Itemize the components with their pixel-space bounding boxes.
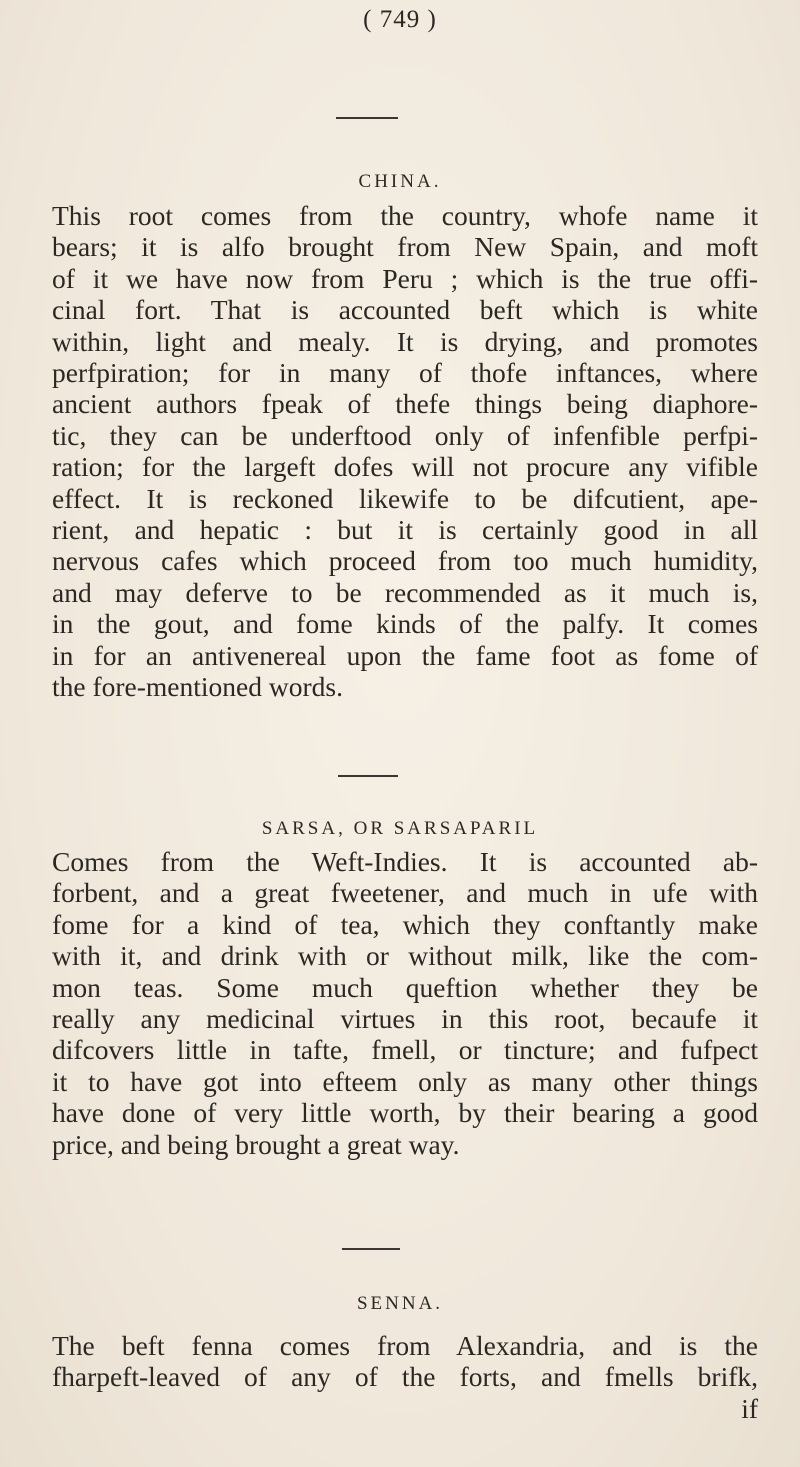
section-divider: [342, 1248, 400, 1250]
section-divider: [336, 117, 398, 119]
section-heading-sarsa: SARSA, OR SARSAPARIL: [261, 818, 539, 839]
text-line: The beft fenna comes from Alexandria, and is the: [52, 1330, 758, 1361]
text-line: fome for a kind of tea, which they conftantly make: [52, 908, 758, 940]
text-line: of it we have now from Peru ; which is the true offi-: [52, 262, 758, 294]
catchword: if: [741, 1392, 758, 1424]
paragraph-china: [52, 200, 758, 703]
text-line: This root comes from the country, whofe name it: [52, 200, 758, 231]
text-line: it to have got into efteem only as many other things: [52, 1065, 758, 1097]
page-number: ( 749 ): [363, 6, 437, 33]
text-line: perfpiration; for in many of thofe inftances, where: [52, 357, 758, 389]
text-line: with it, and drink with or without milk, like the com-: [52, 940, 758, 972]
text-line: and may deferve to be recommended as it much is,: [52, 576, 758, 608]
text-line: cinal fort. That is accounted beft which is white: [52, 294, 758, 326]
text-line: price, and being brought a great way.: [52, 1128, 460, 1160]
paragraph-senna: [52, 1330, 758, 1424]
text-line: bears; it is alfo brought from New Spain, and moft: [52, 231, 758, 263]
text-line: ancient authors fpeak of thefe things being diaphore-: [52, 388, 758, 420]
text-line: forbent, and a great fweetener, and much in ufe with: [52, 877, 758, 909]
text-line: the fore-mentioned words.: [52, 671, 343, 703]
text-line: ration; for the largeft dofes will not procure any vifible: [52, 451, 758, 483]
section-divider: [338, 775, 398, 777]
section-heading-senna: SENNA.: [356, 1293, 444, 1314]
text-line: really any medicinal virtues in this root, becaufe it: [52, 1003, 758, 1035]
text-line: tic, they can be underftood only of infenfible perfpi-: [52, 419, 758, 451]
text-line: in for an antivenereal upon the fame foot as fome of: [52, 639, 758, 671]
text-line: rient, and hepatic : but it is certainly good in all: [52, 514, 758, 546]
text-line: Comes from the Weft-Indies. It is accounted ab-: [52, 846, 758, 877]
text-line: in the gout, and fome kinds of the palfy. It comes: [52, 608, 758, 640]
text-line: nervous cafes which proceed from too much humidity,: [52, 545, 758, 577]
paragraph-sarsa: [52, 846, 758, 1160]
text-line: mon teas. Some much queftion whether they be: [52, 971, 758, 1003]
section-heading-china: CHINA.: [358, 171, 442, 192]
text-line: have done of very little worth, by their bearing a good: [52, 1097, 758, 1129]
text-line: within, light and mealy. It is drying, and promotes: [52, 325, 758, 357]
text-line: fharpeft-leaved of any of the forts, and fmells brifk,: [52, 1361, 758, 1393]
text-line: effect. It is reckoned likewife to be difcutient, ape-: [52, 482, 758, 514]
text-line: difcovers little in tafte, fmell, or tincture; and fufpect: [52, 1034, 758, 1066]
